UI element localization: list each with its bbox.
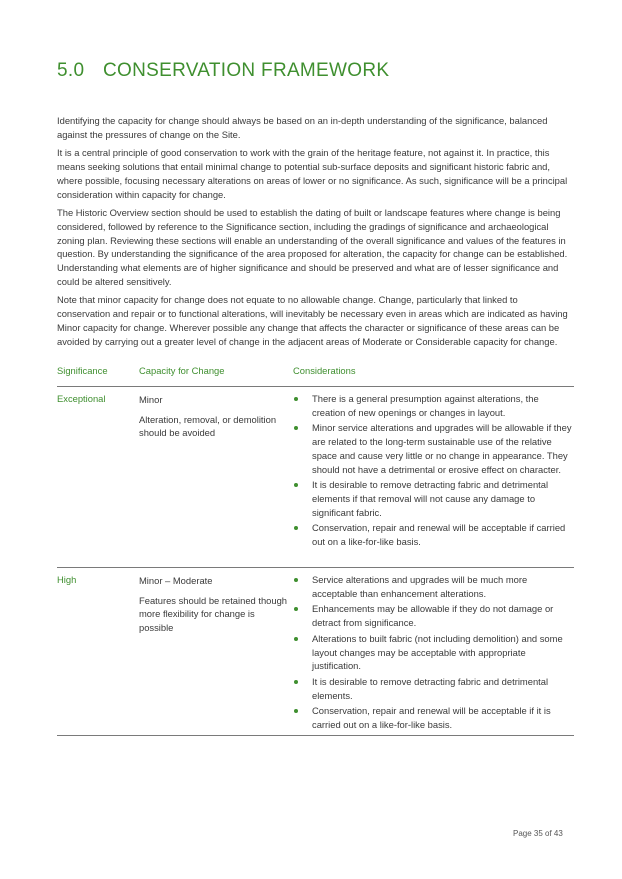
- considerations-cell: [293, 392, 574, 551]
- significance-cell: Exceptional: [57, 393, 106, 404]
- table-row: [57, 568, 574, 736]
- list-item: It is desirable to remove detracting fabric and detrimental elements if that removal will not cause any damage to significant fabric.: [293, 478, 574, 519]
- list-item: Enhancements may be allowable if they do not damage or detract from significance.: [293, 602, 574, 629]
- list-item: Minor service alterations and upgrades will be allowable if they are related to the long-term sustainable use of the relative space and cause very little or no change in appearance. They should not have a detrimental or erosive effect on character.: [293, 421, 574, 476]
- list-item: Service alterations and upgrades will be much more acceptable than enhancement alterations.: [293, 573, 574, 600]
- header-capacity: Capacity for Change: [139, 365, 225, 376]
- header-considerations: Considerations: [293, 365, 356, 376]
- list-item: There is a general presumption against alterations, the creation of new openings or changes in layout.: [293, 392, 574, 419]
- capacity-level: Minor: [139, 394, 163, 405]
- paragraph: It is a central principle of good conservation to work with the grain of the heritage feature, not against it. In practice, this means seeking solutions that entail minimal change to potential sub-surface deposits and significant historic fabric and, where possible, focusing necessary alterations on areas of lower or no significance. As such, significance will be a principal consideration within capacity for change.: [57, 147, 568, 200]
- page-number: Page 35 of 43: [513, 829, 563, 838]
- header-significance: Significance: [57, 365, 108, 376]
- capacity-note: Features should be retained though more flexibility for change is possible: [139, 594, 288, 634]
- capacity-cell: [139, 574, 289, 635]
- list-item: It is desirable to remove detracting fabric and detrimental elements.: [293, 675, 574, 702]
- section-number: 5.0: [57, 60, 85, 81]
- paragraph: The Historic Overview section should be used to establish the dating of built or landscape features where change is being considered, followed by reference to the Significance section, including the gradings of significance and archaeological zoning plan. Reviewing these sections will enable an understanding of the overall significance and values of the features in question. By understanding the significance of the area proposed for alteration, the capacity for change can be established. Understanding what elements are of higher significance and should be preserved and what are of lesser significance and could be altered sensitively.: [57, 207, 568, 287]
- table-row: [57, 387, 574, 568]
- considerations-cell: [293, 573, 574, 734]
- body-text: [57, 114, 572, 353]
- capacity-level: Minor – Moderate: [139, 575, 213, 586]
- significance-cell: High: [57, 574, 77, 585]
- list-item: Conservation, repair and renewal will be acceptable if it is carried out on a like-for-like basis.: [293, 704, 574, 731]
- capacity-table: [57, 362, 574, 736]
- paragraph: Note that minor capacity for change does not equate to no allowable change. Change, particularly that linked to conservation and repair or to functional alterations, will inevitably be necessary even in areas which are indicated as having Minor capacity for change. Wherever possible any change that affects the character or significance of these areas can be avoided by carrying out a greater level of change in the adjacent areas of Moderate or Considerable capacity for change.: [57, 294, 568, 347]
- section-heading: [57, 60, 389, 82]
- list-item: Alterations to built fabric (not including demolition) and some layout changes may be acceptable with appropriate justification.: [293, 632, 574, 673]
- list-item: Conservation, repair and renewal will be acceptable if carried out on a like-for-like basis.: [293, 521, 574, 548]
- capacity-cell: [139, 393, 289, 440]
- section-title: CONSERVATION FRAMEWORK: [103, 60, 390, 81]
- paragraph: Identifying the capacity for change should always be based on an in-depth understanding of the significance, balanced against the pressures of change on the Site.: [57, 115, 548, 140]
- table-header: [57, 362, 574, 387]
- capacity-note: Alteration, removal, or demolition should be avoided: [139, 413, 277, 439]
